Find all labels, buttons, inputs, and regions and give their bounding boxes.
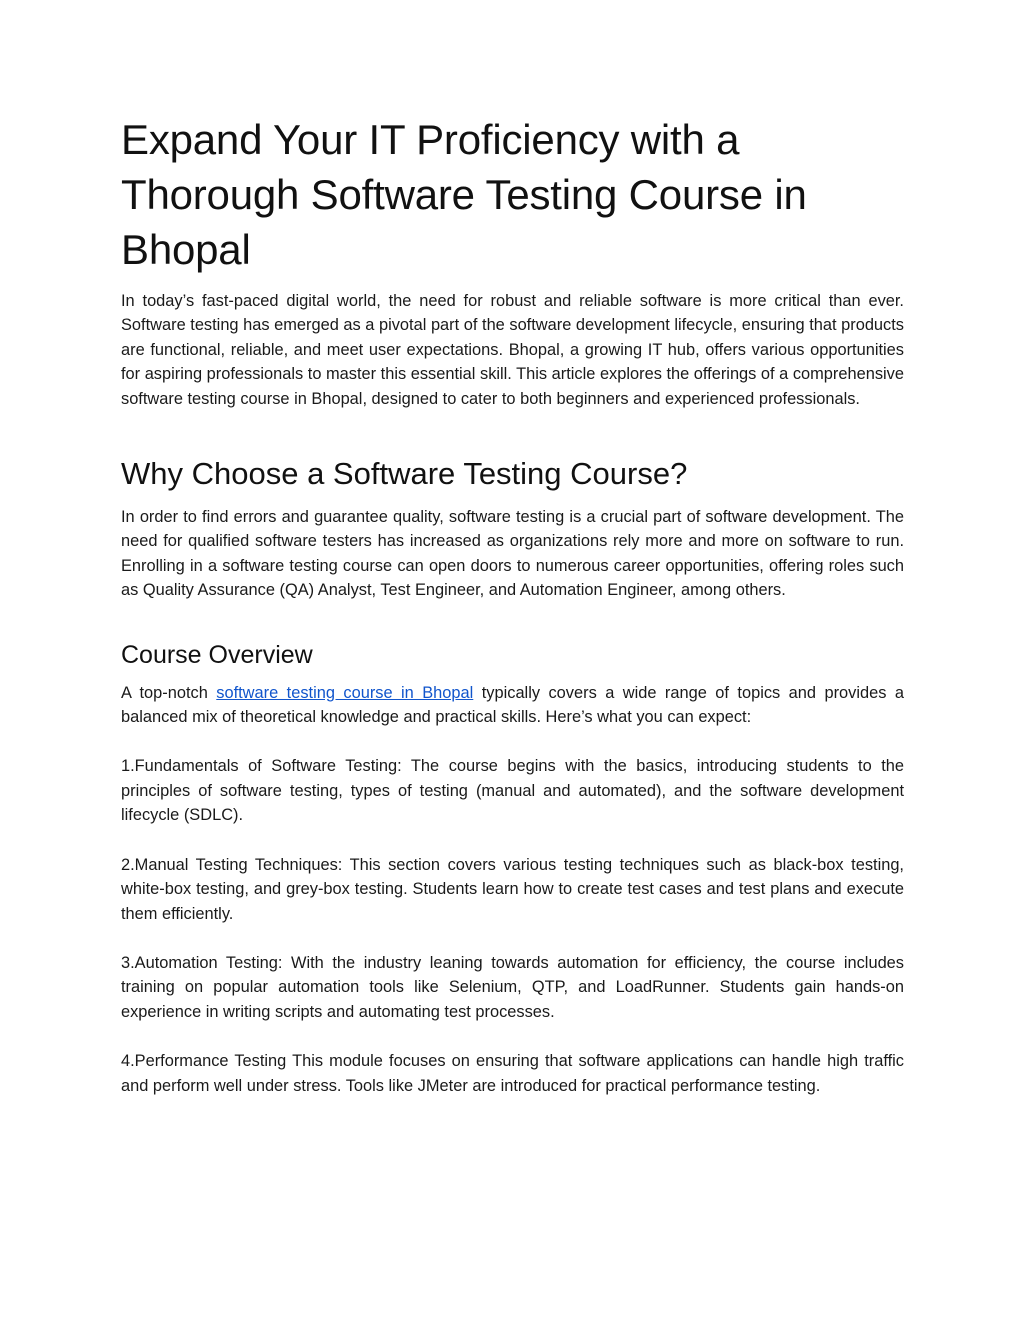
- why-paragraph: In order to find errors and guarantee quality, software testing is a crucial part of software development. The need for qualified software testers has increased as organizations rely more and more on software to run. Enrolling in a software testing course can open doors to numerous career opportunities, offering roles such as Quality Assurance (QA) Analyst, Test Engineer, and Automation Engineer, among others.: [121, 508, 904, 600]
- overview-heading: Course Overview: [121, 640, 313, 669]
- list-item-manual-testing: 2.Manual Testing Techniques: This section covers various testing techniques such as black-box testing, white-box testing, and grey-box testing. Students learn how to create test cases and test plans and execute them efficiently.: [121, 855, 904, 923]
- overview-text-before-link: A top-notch: [121, 683, 217, 702]
- list-item-fundamentals: 1.Fundamentals of Software Testing: The course begins with the basics, introducing students to the principles of software testing, types of testing (manual and automated), and the software development lifecycle (SDLC).: [121, 757, 904, 825]
- list-item-performance-testing: 4.Performance Testing This module focuses on ensuring that software applications can handle high traffic and perform well under stress. Tools like JMeter are introduced for practical performance testing.: [121, 1052, 904, 1095]
- overview-paragraph: [121, 681, 904, 730]
- list-item-automation-testing: 3.Automation Testing: With the industry leaning towards automation for efficiency, the course includes training on popular automation tools like Selenium, QTP, and LoadRunner. Students gain hands-on experience in writing scripts and automating test processes.: [121, 953, 904, 1021]
- why-heading: Why Choose a Software Testing Course?: [121, 456, 688, 492]
- course-link[interactable]: software testing course in Bhopal: [216, 683, 474, 702]
- document-page: [121, 112, 904, 1123]
- intro-paragraph: In today’s fast-paced digital world, the need for robust and reliable software is more critical than ever. Software testing has emerged as a pivotal part of the software development lifecycle, ensuring that products are functional, reliable, and meet user expectations. Bhopal, a growing IT hub, offers various opportunities for aspiring professionals to master this essential skill. This article explores the offerings of a comprehensive software testing course in Bhopal, designed to cater to both beginners and experienced professionals.: [121, 292, 904, 408]
- page-title: Expand Your IT Proficiency with a Thorough Software Testing Course in Bhopal: [121, 116, 807, 273]
- overview-text-after-link: typically covers a wide range of topics and provides a balanced mix of theoretical knowledge and practical skills. Here’s what you can expect:: [121, 683, 904, 727]
